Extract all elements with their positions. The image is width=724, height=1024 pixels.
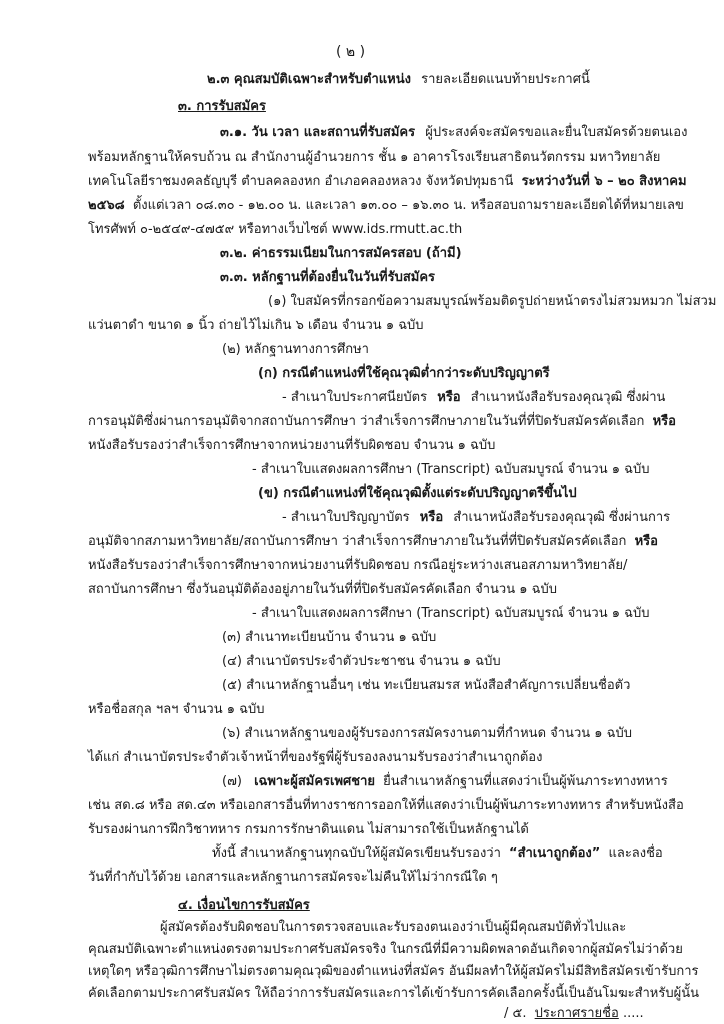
ka-line-2-a: การอนุมัติซึ่งผ่านการอนุมัติจากสถาบันการศึกษา ว่าสำเร็จการศึกษาภายในวันที่ที่ปิดรับสมัครคัดเลือก [88,414,645,429]
section-2-3 [207,72,590,88]
item-2-ka-line-4: - สำเนาใบแสดงผลการศึกษา (Transcript) ฉบับสมบูรณ์ จำนวน ๑ ฉบับ [252,462,650,477]
section-3-1-line-1 [220,125,687,141]
section-3-1-line-1-rest: ผู้ประสงค์จะสมัครขอและยื่นใบสมัครด้วยตนเอง [425,125,688,140]
item-7-line-1 [222,774,668,790]
footer-prefix: / ๕. [504,1006,527,1021]
item-1-line-2: แว่นตาดำ ขนาด ๑ นิ้ว ถ่ายไว้ไม่เกิน ๖ เดือน จำนวน ๑ ฉบับ [88,318,424,333]
item-7-number: (๗) [222,774,242,789]
item-2-ka-line-1 [282,390,665,406]
kh-line-1-or: หรือ [419,510,444,525]
section-3-2-heading: ๓.๒. ค่าธรรมเนียมในการสมัครสอบ (ถ้ามี) [220,246,462,261]
item-6-line-1: (๖) สำเนาหลักฐานของผู้รับรองการสมัครงานตามที่กำหนด จำนวน ๑ ฉบับ [222,726,633,741]
item-7-line-2: เช่น สด.๘ หรือ สด.๔๓ หรือเอกสารอื่นที่ทางราชการออกให้ที่แสดงว่าเป็นผู้พ้นภาระทางทหาร สำหรับหนังสือ [88,798,684,813]
item-2-ka-line-3: หนังสือรับรองว่าสำเร็จการศึกษาจากหน่วยงานที่รับผิดชอบ จำนวน ๑ ฉบับ [88,438,496,453]
section-3-1-line-5: โทรศัพท์ ๐-๒๕๔๙-๔๗๕๙ หรือทางเว็บไซต์ www.ids.rmutt.ac.th [88,222,463,237]
footer-ellipsis: ..... [622,1006,644,1021]
item-4: (๔) สำเนาบัตรประจำตัวประชาชน จำนวน ๑ ฉบับ [222,654,501,669]
item-1-line-1: (๑) ใบสมัครที่กรอกข้อความสมบูรณ์พร้อมติดรูปถ่ายหน้าตรงไม่สวมหมวก ไม่สวม [268,294,717,309]
ka-line-1-b: สำเนาหนังสือรับรองคุณวุฒิ ซึ่งผ่าน [470,390,666,405]
item-5-line-1: (๕) สำเนาหลักฐานอื่นๆ เช่น ทะเบียนสมรส หนังสือสำคัญการเปลี่ยนชื่อตัว [222,678,631,693]
section-4-line-1: ผู้สมัครต้องรับผิดชอบในการตรวจสอบและรับรองตนเองว่าเป็นผู้มีคุณสมบัติทั่วไปและ [160,920,627,935]
item-2-ka-heading: (ก) กรณีตำแหน่งที่ใช้คุณวุฒิต่ำกว่าระดับปริญญาตรี [258,366,550,381]
ka-line-1-or: หรือ [437,390,461,405]
item-2: (๒) หลักฐานทางการศึกษา [222,342,369,357]
item-7-line-1-rest: ยื่นสำเนาหลักฐานที่แสดงว่าเป็นผู้พ้นภาระทางทหาร [383,774,668,789]
section-3-1-line-3 [88,174,687,190]
ka-line-2-or: หรือ [652,414,676,429]
note-line-1 [212,846,663,862]
item-2-kh-line-3: หนังสือรับรองว่าสำเร็จการศึกษาจากหน่วยงานที่รับผิดชอบ กรณีอยู่ระหว่างเสนอสภามหาวิทยาลัย/ [88,558,628,573]
application-year: ๒๕๖๘ [88,198,125,213]
footer-next-page [504,1006,644,1022]
note-line-1-c: และลงชื่อ [608,846,663,861]
item-7-line-3: รับรองผ่านการฝึกวิชาทหาร กรมการรักษาดินแดน ไม่สามารถใช้เป็นหลักฐานได้ [88,822,529,837]
section-3-1-line-4-b: ตั้งแต่เวลา ๐๘.๓๐ - ๑๒.๐๐ น. และเวลา ๑๓.๐๐ – ๑๖.๓๐ น. หรือสอบถามรายละเอียดได้ที่หมายเลข [132,198,684,213]
item-2-kh-line-4: สถาบันการศึกษา ซึ่งวันอนุมัติต้องอยู่ภายในวันที่ที่ปิดรับสมัครคัดเลือก จำนวน ๑ ฉบับ [88,582,557,597]
item-6-line-2: ได้แก่ สำเนาบัตรประจำตัวเจ้าหน้าที่ของรัฐพี่ผู้รับรองลงนามรับรองว่าสำเนาถูกต้อง [88,750,543,765]
ka-line-1-a: - สำเนาใบประกาศนียบัตร [282,390,428,405]
section-4-line-4: คัดเลือกตามประกาศรับสมัคร ให้ถือว่าการรับสมัครและการได้เข้ารับการคัดเลือกครั้งนี้เป็นอันโมฆะสำหรับผู้นั้น [88,986,699,1001]
item-2-kh-heading: (ข) กรณีตำแหน่งที่ใช้คุณวุฒิตั้งแต่ระดับปริญญาตรีขึ้นไป [258,486,577,501]
section-4-line-3: เหตุใดๆ หรือวุฒิการศึกษาไม่ตรงตามคุณวุฒิของตำแหน่งที่สมัคร อันมีผลทำให้ผู้สมัครไม่มีสิทธิสมัครเข้ารับการ [88,964,699,979]
item-2-kh-line-1 [282,510,670,526]
section-3-1-line-3-a: เทคโนโลยีราชมงคลธัญบุรี ตำบลคลองหก อำเภอคลองหลวง จังหวัดปทุมธานี [88,174,514,189]
kh-line-2-a: อนุมัติจากสภามหาวิทยาลัย/สถาบันการศึกษา ว่าสำเร็จการศึกษาภายในวันที่ที่ปิดรับสมัครคัดเลือก [88,534,627,549]
item-2-kh-line-2 [88,534,658,550]
section-3-1-heading: ๓.๑. วัน เวลา และสถานที่รับสมัคร [220,125,416,140]
kh-line-2-or: หรือ [634,534,658,549]
note-line-2: วันที่กำกับไว้ด้วย เอกสารและหลักฐานการสมัครจะไม่คืนให้ไม่ว่ากรณีใด ๆ [88,870,498,885]
item-2-ka-line-2 [88,414,676,430]
item-2-kh-line-5: - สำเนาใบแสดงผลการศึกษา (Transcript) ฉบับสมบูรณ์ จำนวน ๑ ฉบับ [252,606,650,621]
application-period: ระหว่างวันที่ ๖ – ๒๐ สิงหาคม [521,174,687,189]
kh-line-1-b: สำเนาหนังสือรับรองคุณวุฒิ ซึ่งผ่านการ [453,510,671,525]
section-3-3-heading: ๓.๓. หลักฐานที่ต้องยื่นในวันที่รับสมัคร [220,270,436,285]
section-2-3-heading: ๒.๓ คุณสมบัติเฉพาะสำหรับตำแหน่ง [207,72,411,87]
footer-next-section: ประกาศรายชื่อ [534,1006,619,1021]
section-2-3-text: รายละเอียดแนบท้ายประกาศนี้ [421,72,590,87]
item-3: (๓) สำเนาทะเบียนบ้าน จำนวน ๑ ฉบับ [222,630,437,645]
item-5-line-2: หรือชื่อสกุล ฯลฯ จำนวน ๑ ฉบับ [88,702,265,717]
note-line-1-a: ทั้งนี้ สำเนาหลักฐานทุกฉบับให้ผู้สมัครเขียนรับรองว่า [212,846,501,861]
section-4-heading: ๔. เงื่อนไขการรับสมัคร [178,898,310,913]
section-4-line-2: คุณสมบัติเฉพาะตำแหน่งตรงตามประกาศรับสมัครจริง ในกรณีที่มีความผิดพลาดอันเกิดจากผู้สมัครไม่ว่าด้วย [88,942,683,957]
kh-line-1-a: - สำเนาใบปริญญาบัตร [282,510,410,525]
item-7-male-only: เฉพาะผู้สมัครเพศชาย [254,774,376,789]
page-number: ( ๒ ) [336,44,366,60]
section-3-heading: ๓. การรับสมัคร [178,99,266,114]
note-certified-copy: “สำเนาถูกต้อง” [509,846,601,861]
section-3-1-line-2: พร้อมหลักฐานให้ครบถ้วน ณ สำนักงานผู้อำนวยการ ชั้น ๑ อาคารโรงเรียนสาธิตนวัตกรรม มหาวิทยาลัย [88,150,661,165]
section-3-1-line-4 [88,198,684,214]
